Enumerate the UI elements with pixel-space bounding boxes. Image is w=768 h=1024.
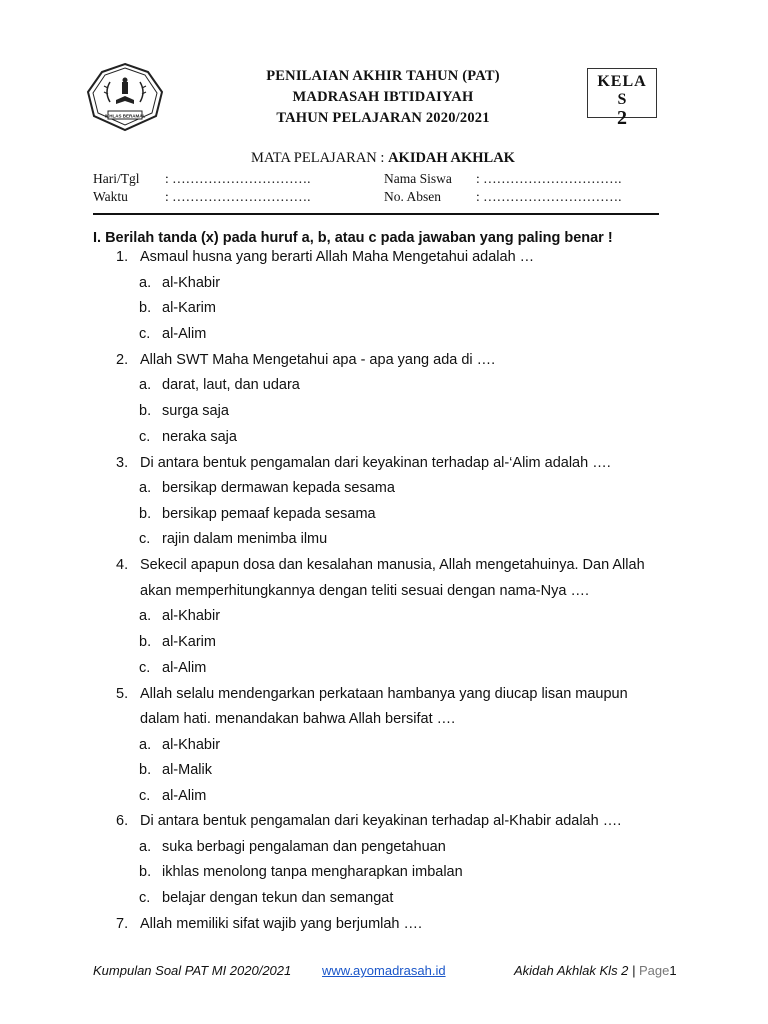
header-divider [93,213,659,215]
class-label-a: KELA [597,73,647,90]
kemenag-logo [86,62,164,132]
question-number: 1. [116,249,129,265]
page-number: 1 [669,963,677,978]
option-text: al-Karim [162,300,216,316]
question-text: Di antara bentuk pengamalan dari keyakinan terhadap al-Khabir adalah …. [140,813,622,829]
student-name-label: Nama Siswa [384,171,452,186]
question-text: Di antara bentuk pengamalan dari keyakinan terhadap al-‘Alim adalah …. [140,455,611,471]
option-text: bersikap pemaaf kepada sesama [162,506,376,522]
option-text: belajar dengan tekun dan semangat [162,890,394,906]
question-number: 6. [116,813,129,829]
exam-title: PENILAIAN AKHIR TAHUN (PAT) [266,68,500,84]
option-text: neraka saja [162,429,237,445]
absence-number-label: No. Absen [384,189,441,204]
footer-page-info [514,963,677,978]
class-box [587,68,657,129]
class-label-b: S [617,91,627,108]
question-text: Asmaul husna yang berarti Allah Maha Mengetahui adalah … [140,249,535,265]
option-text: al-Alim [162,326,207,342]
absence-number-field: : …………………………. [476,189,622,204]
option-text: ikhlas menolong tanpa mengharapkan imbalan [162,864,463,880]
question-text-continued: dalam hati. menandakan bahwa Allah bersifat …. [140,711,456,727]
option-letter: a. [139,275,152,291]
option-letter: b. [139,762,152,778]
option-letter: c. [139,531,151,547]
question-number: 3. [116,455,129,471]
option-text: al-Karim [162,634,216,650]
subject-label: MATA PELAJARAN : [251,150,385,166]
date-field: : …………………………. [165,171,311,186]
subject-value: AKIDAH AKHLAK [388,150,515,166]
option-letter: b. [139,506,152,522]
question-text: Allah selalu mendengarkan perkataan hambanya yang diucap lisan maupun [140,686,628,702]
footer-subject-class: Akidah Akhlak Kls 2 | [514,963,640,978]
option-text: suka berbagi pengalaman dan pengetahuan [162,839,446,855]
option-letter: c. [139,660,151,676]
option-letter: a. [139,377,152,393]
option-letter: c. [139,429,151,445]
option-letter: c. [139,326,151,342]
option-text: al-Khabir [162,275,221,291]
footer-collection-title: Kumpulan Soal PAT MI 2020/2021 [93,963,292,978]
option-text: rajin dalam menimba ilmu [162,531,328,547]
option-letter: a. [139,608,152,624]
question-number: 5. [116,686,129,702]
section-instruction: I. Berilah tanda (x) pada huruf a, b, atau c pada jawaban yang paling benar ! [93,230,613,246]
option-text: surga saja [162,403,229,419]
class-number: 2 [617,107,627,129]
option-text: al-Malik [162,762,212,778]
option-text: al-Alim [162,660,207,676]
option-text: darat, laut, dan udara [162,377,300,393]
option-letter: b. [139,403,152,419]
question-text: Allah memiliki sifat wajib yang berjumlah …. [140,916,423,932]
option-letter: a. [139,737,152,753]
question-number: 4. [116,557,129,573]
option-letter: b. [139,300,152,316]
question-text-continued: akan memperhitungkannya dengan teliti sesuai dengan nama-Nya …. [140,583,589,599]
option-text: al-Alim [162,788,207,804]
option-letter: a. [139,839,152,855]
option-text: bersikap dermawan kepada sesama [162,480,395,496]
option-letter: c. [139,890,151,906]
option-text: al-Khabir [162,608,221,624]
date-label: Hari/Tgl [93,171,140,186]
time-label: Waktu [93,189,128,204]
svg-text:IKHLAS BERAMAL: IKHLAS BERAMAL [104,113,146,119]
option-letter: c. [139,788,151,804]
question-text: Allah SWT Maha Mengetahui apa - apa yang ada di …. [140,352,496,368]
option-letter: a. [139,480,152,496]
question-number: 2. [116,352,129,368]
option-letter: b. [139,634,152,650]
academic-year: TAHUN PELAJARAN 2020/2021 [276,110,490,126]
subject-line [200,150,566,167]
question-text: Sekecil apapun dosa dan kesalahan manusia, Allah mengetahuinya. Dan Allah [140,557,645,573]
school-level: MADRASAH IBTIDAIYAH [292,89,474,105]
option-text: al-Khabir [162,737,221,753]
student-name-field: : …………………………. [476,171,622,186]
option-letter: b. [139,864,152,880]
question-number: 7. [116,916,129,932]
page-label: Page [639,963,670,978]
time-field: : …………………………. [165,189,311,204]
footer-website-link[interactable]: www.ayomadrasah.id [322,963,446,978]
